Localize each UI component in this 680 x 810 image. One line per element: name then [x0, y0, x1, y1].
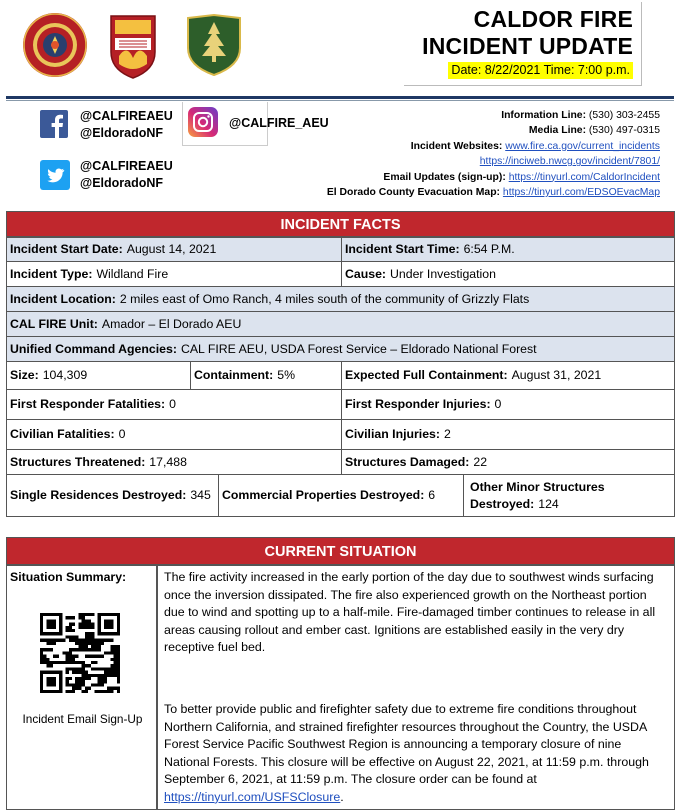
facebook-icon[interactable]: [40, 110, 68, 143]
forest-service-shield-logo: [186, 14, 242, 76]
fr-fatalities-cell: First Responder Fatalities: 0: [6, 389, 342, 420]
date-time-stamp: Date: 8/22/2021 Time: 7:00 p.m.: [448, 62, 633, 79]
twitter-handles[interactable]: [80, 158, 173, 192]
header-divider: [6, 96, 674, 99]
situation-paragraph-2: To better provide public and firefighter safety due to extreme fire conditions throughout Northern California, and strained firefighter resources throughout the Country, the USDA Forest Service Pacific Southwest Region is announcing a temporary closure of nine National Forests. This closure will be effective on August 22, 2021, at 11:59 p.m. through September 6, 2021, at 11:59 p.m. The closure order can be found at https://tinyurl.com/USFSClosure.: [164, 701, 649, 804]
facebook-handle-1[interactable]: @CALFIREAEU: [80, 109, 173, 123]
info-line: Information Line: (530) 303-2455: [501, 110, 660, 121]
websites-line-2: [327, 154, 660, 169]
media-line: Media Line: (530) 497-0315: [528, 125, 660, 137]
civilian-fatalities-cell: Civilian Fatalities: 0: [6, 419, 342, 450]
incident-type-cell: Incident Type: Wildland Fire: [6, 261, 342, 287]
containment-cell: Containment: 5%: [190, 361, 342, 390]
expected-containment-cell: Expected Full Containment: August 31, 2021: [341, 361, 675, 390]
twitter-icon[interactable]: [40, 160, 70, 195]
website-link-1[interactable]: www.fire.ca.gov/current_incidents: [505, 140, 660, 152]
situation-paragraph-1: The fire activity increased in the early portion of the day due to southwest winds surfacing once the inversion dissipated. The fire also experienced growth on the Northeast portion due to wind and spotting up to a half-mile. Fire-damaged timber continues to release in all areas causing rollout and ember cast. Ignitions are established easily in the very dry receptive fuel bed.: [164, 570, 656, 655]
current-situation-heading: CURRENT SITUATION: [6, 537, 675, 565]
qr-caption: Incident Email Sign-Up: [22, 712, 143, 726]
structures-threatened-cell: Structures Threatened: 17,488: [6, 449, 342, 475]
page-title-line2: INCIDENT UPDATE: [422, 33, 633, 59]
residences-destroyed-cell: Single Residences Destroyed: 345: [6, 474, 219, 517]
twitter-handle-1[interactable]: @CALFIREAEU: [80, 159, 173, 173]
instagram-handle[interactable]: @CALFIRE_AEU: [229, 116, 329, 130]
cal-fire-team-seal-logo: [22, 12, 88, 78]
facebook-handles[interactable]: [80, 108, 173, 142]
email-signup-qr-code[interactable]: [39, 613, 121, 693]
page-header: [0, 0, 680, 92]
evac-map-link[interactable]: https://tinyurl.com/EDSOEvacMap: [502, 187, 660, 199]
minor-structures-destroyed-cell: Other Minor Structures Destroyed: 124: [463, 474, 675, 517]
page-title-line1: CALDOR FIRE: [473, 6, 633, 32]
website-link-2[interactable]: https://inciweb.nwcg.gov/incident/7801/: [479, 156, 660, 168]
civilian-injuries-cell: Civilian Injuries: 2: [341, 419, 675, 450]
cause-cell: Cause: Under Investigation: [341, 261, 675, 287]
situation-summary-label: Situation Summary:: [10, 570, 127, 584]
header-divider-thin: [6, 100, 674, 101]
unified-command-cell: Unified Command Agencies: CAL FIRE AEU, USDA Forest Service – Eldorado National Forest: [6, 336, 675, 362]
situation-text-cell: [157, 565, 675, 810]
incident-facts-heading: INCIDENT FACTS: [6, 211, 675, 237]
structures-damaged-cell: Structures Damaged: 22: [341, 449, 675, 475]
instagram-icon[interactable]: [188, 107, 218, 142]
closure-order-link[interactable]: https://tinyurl.com/USFSClosure: [164, 789, 341, 804]
email-signup-link[interactable]: https://tinyurl.com/CaldorIncident: [508, 171, 660, 183]
websites-line: Incident Websites: www.fire.ca.gov/current_incidents: [410, 140, 660, 152]
start-time-cell: Incident Start Time: 6:54 P.M.: [341, 237, 675, 262]
twitter-handle-2[interactable]: @EldoradoNF: [80, 176, 164, 190]
commercial-destroyed-cell: Commercial Properties Destroyed: 6: [218, 474, 464, 517]
title-box: [404, 2, 642, 86]
fr-injuries-cell: First Responder Injuries: 0: [341, 389, 675, 420]
contact-info: [327, 108, 660, 200]
incident-location-cell: Incident Location: 2 miles east of Omo Ranch, 4 miles south of the community of Grizzly Flats: [6, 286, 675, 312]
cal-fire-unit-cell: CAL FIRE Unit: Amador – El Dorado AEU: [6, 311, 675, 337]
email-updates-line: Email Updates (sign-up): https://tinyurl.com/CaldorIncident: [383, 171, 660, 183]
start-date-cell: Incident Start Date: August 14, 2021: [6, 237, 342, 262]
situation-label-cell: [6, 565, 157, 810]
size-cell: Size: 104,309: [6, 361, 191, 390]
cal-fire-shield-logo: [109, 14, 157, 80]
facebook-handle-2[interactable]: @EldoradoNF: [80, 126, 164, 140]
evac-map-line: El Dorado County Evacuation Map: https://tinyurl.com/EDSOEvacMap: [326, 187, 660, 199]
